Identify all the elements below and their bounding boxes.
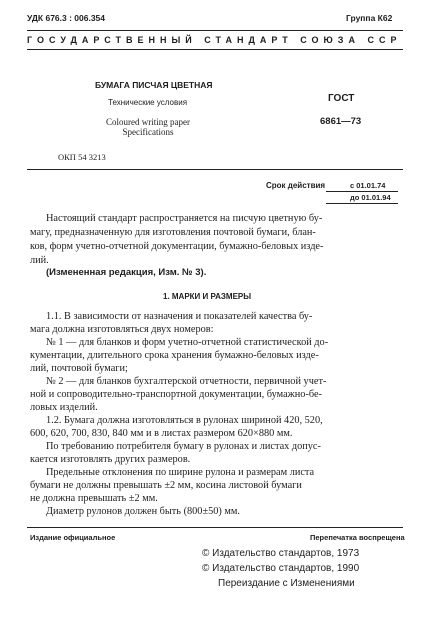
- section-line: мага должна изготовляться двух номеров:: [30, 324, 214, 335]
- intro-line: Настоящий стандарт распространяется на писчую цветную бу-: [46, 213, 323, 224]
- section-line: кументации, длительного срока хранения бумажно-беловых изде-: [30, 350, 319, 361]
- official-edition-label: Издание официальное: [30, 533, 116, 542]
- revision-note: (Измененная редакция, Изм. № 3).: [46, 267, 207, 278]
- section-line: По требованию потребителя бумагу в рулонах и листах допус-: [46, 441, 321, 452]
- section-line: 1.1. В зависимости от назначения и показателей качества бу-: [46, 311, 313, 322]
- validity-label: Срок действия: [266, 181, 326, 190]
- reprint-forbidden-label: Перепечатка воспрещена: [310, 533, 405, 542]
- section-line: 600, 620, 700, 830, 840 мм и в листах размером 620×880 мм.: [30, 428, 293, 439]
- intro-line: магу, предназначенную для изготовления почтовой бумаги, блан-: [30, 227, 316, 238]
- title-en-line1: Coloured writing paper: [106, 117, 190, 127]
- udk-code: УДК 676.3 : 006.354: [27, 13, 106, 23]
- section-heading: 1. МАРКИ И РАЗМЕРЫ: [163, 292, 252, 301]
- section-line: бумаги не должны превышать ±2 мм, косина листовой бумаги: [30, 480, 302, 491]
- validity-underline-2: [326, 203, 398, 204]
- section-line: Предельные отклонения по ширине рулона и размерам листа: [46, 467, 315, 478]
- section-line: лий, почтовой бумаги;: [30, 363, 128, 374]
- section-line: кается изготовлять других размеров.: [30, 454, 191, 465]
- section-line: № 1 — для бланков и форм учетно-отчетной статистической до-: [46, 337, 329, 348]
- okp-code: ОКП 54 3213: [58, 152, 106, 162]
- header-rule-top: [27, 30, 403, 31]
- section-line: Диаметр рулонов должен быть (800±50) мм.: [46, 506, 241, 517]
- section-line: 1.2. Бумага должна изготовляться в рулонах шириной 420, 520,: [46, 415, 323, 426]
- title-en-line2: Specifications: [122, 127, 174, 137]
- validity-from: с 01.01.74: [350, 181, 386, 190]
- standard-subtitle-ru: Технические условия: [108, 98, 188, 107]
- section-line: № 2 — для бланков бухгалтерской отчетности, первичной учет-: [46, 376, 327, 387]
- validity-to: до 01.01.94: [350, 193, 391, 202]
- validity-underline-1: [326, 191, 398, 192]
- reissue-note: Переиздание с Изменениями: [218, 578, 355, 589]
- section-line: ной и сопроводительно-транспортной документации, бумажно-бе-: [30, 389, 322, 400]
- gost-number: 6861—73: [320, 116, 362, 127]
- organization-title: ГОСУДАРСТВЕННЫЙ СТАНДАРТ СОЮЗА ССР: [27, 35, 402, 45]
- group-code: Группа К62: [346, 13, 393, 23]
- copyright-1990: © Издательство стандартов, 1990: [202, 563, 360, 574]
- title-rule: [27, 169, 403, 170]
- header-rule-bottom: [27, 49, 403, 50]
- standard-title-ru: БУМАГА ПИСЧАЯ ЦВЕТНАЯ: [95, 80, 213, 90]
- standard-title-en: [106, 117, 190, 137]
- footer-rule: [27, 527, 403, 528]
- section-line: ловых изделий.: [30, 402, 98, 413]
- intro-line: ков, форм учетно-отчетной документации, бумажно-беловых изде-: [30, 241, 324, 252]
- copyright-1973: © Издательство стандартов, 1973: [202, 548, 360, 559]
- intro-line: лий.: [30, 255, 49, 266]
- section-line: не должна превышать ±2 мм.: [30, 493, 158, 504]
- gost-label: ГОСТ: [328, 93, 355, 104]
